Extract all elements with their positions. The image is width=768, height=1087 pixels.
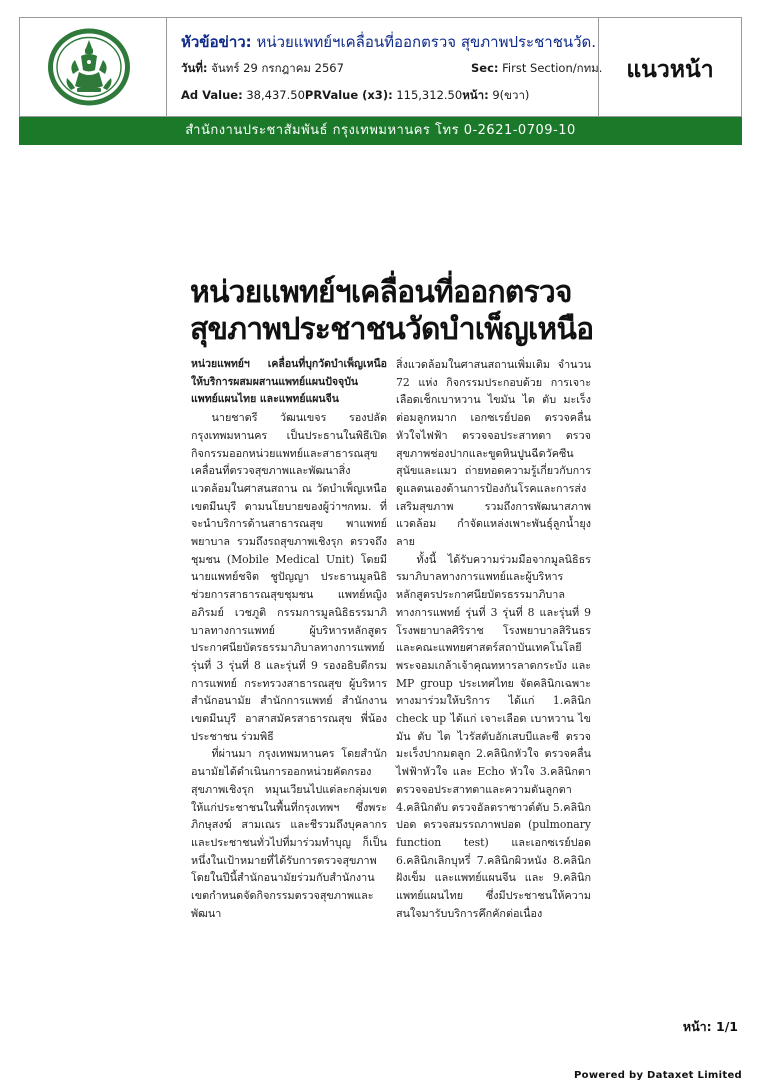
article-title bbox=[190, 274, 610, 348]
page-label: หน้า: bbox=[462, 88, 489, 102]
article-lead: หน่วยแพทย์ฯ เคลื่อนที่บุกวัดบำเพ็ญเหนือ ให้บริการผสมผสานแพทย์แผนปัจจุบัน แพทย์แผนไทย และแพทย์แผนจีน bbox=[191, 358, 387, 406]
clipping-metadata bbox=[167, 18, 617, 116]
publication-name: แนวหน้า bbox=[626, 57, 714, 83]
date-row bbox=[181, 60, 603, 78]
publication-panel bbox=[598, 18, 741, 116]
headline-text: หน่วยแพทย์ฯเคลื่อนที่ออกตรวจ สุขภาพประชาชนวัด. bbox=[256, 33, 597, 51]
article-title-line-1: หน่วยแพทย์ฯเคลื่อนที่ออกตรวจ bbox=[190, 275, 572, 310]
ad-value-label: Ad Value: bbox=[181, 88, 243, 102]
page-text: 9(ขวา) bbox=[492, 88, 530, 102]
bma-seal-logo bbox=[45, 26, 133, 108]
ad-value-text: 38,437.50 bbox=[246, 88, 305, 102]
article-paragraph: สิ่งแวดล้อมในศาสนสถานเพิ่มเติม จำนวน 72 แห่ง กิจกรรมประกอบด้วย การเจาะเลือดเช็กเบาหวาน ไขมัน ไต ตับ มะเร็งต่อมลูกหมาก เอกซเรย์ปอด ตรวจคลื่นหัวใจไฟฟ้า ตรวจจอประสาทตา ตรวจสุขภาพช่องปากและขูดหินปูนฉีดวัคซีนสุนัขและแมว ถ่ายทอดความรู้เกี่ยวกับการดูแลตนเองด้านการป้องกันโรคและการส่งเสริมสุขภาพ รวมถึงการพัฒนาสภาพแวดล้อม กำจัดแหล่งเพาะพันธุ์ลูกน้ำยุงลาย bbox=[396, 358, 591, 549]
headline-row bbox=[181, 30, 596, 54]
sec-group bbox=[471, 60, 602, 78]
date-text: จันทร์ 29 กรกฎาคม 2567 bbox=[211, 61, 344, 75]
contact-banner: สำนักงานประชาสัมพันธ์ กรุงเทพมหานคร โทร 0-2621-0709-10 bbox=[19, 117, 742, 145]
article-paragraph: นายชาตรี วัฒนเขจร รองปลัดกรุงเทพมหานคร เป็นประธานในพิธีเปิดกิจกรรมออกหน่วยแพทย์และสาธารณสุขเคลื่อนที่ตรวจสุขภาพและพัฒนาสิ่งแวดล้อมในศาสนสถาน ณ วัดบำเพ็ญเหนือ เขตมีนบุรี ตามนโยบายของผู้ว่าฯกทม. ที่จะนำบริการด้านสาธารณสุข พาแพทย์ พยาบาล รวมถึงรถสุขภาพเชิงรุก ตรวจถึงชุมชน (Mobile Medical Unit) โดยมีนายแพทย์ชจิต ชูปัญญา ประธานมูลนิธิช่วยการสาธารณสุขชุมชน แพทย์หญิงอภิรมย์ เวชภูติ กรรมการมูลนิธิธรรมาภิบาลทางการแพทย์ ผู้บริหารหลักสูตรประกาศนียบัตรธรรมาภิบาลทางการแพทย์ รุ่นที่ 3 รุ่นที่ 8 และรุ่นที่ 9 รองอธิบดีกรมการแพทย์ กระทรวงสาธารณสุข ผู้บริหารสำนักอนามัย สำนักการแพทย์ สำนักงานเขตมีนบุรี อาสาสมัครสาธารณสุข พี่น้องประชาชน ร่วมพิธี bbox=[191, 411, 387, 743]
logo-panel bbox=[20, 18, 167, 116]
article-title-line-2: สุขภาพประชาชนวัดบำเพ็ญเหนือ bbox=[190, 312, 594, 347]
powered-by-credit: Powered by Dataxet Limited bbox=[574, 1070, 742, 1081]
value-row bbox=[181, 87, 529, 105]
headline-label: หัวข้อข่าว: bbox=[181, 33, 252, 51]
sec-label: Sec: bbox=[471, 61, 499, 75]
article-column-right bbox=[396, 356, 591, 923]
pr-value-label: PRValue (x3): bbox=[304, 88, 393, 102]
article-column-left bbox=[191, 356, 387, 923]
clipping-header bbox=[19, 17, 742, 117]
pr-value-text: 115,312.50 bbox=[396, 88, 463, 102]
date-label: วันที่: bbox=[181, 61, 208, 75]
sec-text: First Section/กทม. bbox=[502, 61, 603, 75]
page-indicator: หน้า: 1/1 bbox=[682, 1019, 738, 1034]
article-paragraph: ที่ผ่านมา กรุงเทพมหานคร โดยสำนักอนามัยได้ดำเนินการออกหน่วยคัดกรองสุขภาพเชิงรุก หมุนเวียนไปแต่ละกลุ่มเขต ให้แก่ประชาชนในพื้นที่กรุงเทพฯ ซึ่งพระภิกษุสงฆ์ สามเณร และชีรวมถึงบุคลากรและประชาชนทั่วไปที่มาร่วมทำบุญ ก็เป็นหนึ่งในเป้าหมายที่ได้รับการตรวจสุขภาพ โดยในปีนี้สำนักอนามัยร่วมกับสำนักงานเขตกำหนดจัดกิจกรรมตรวจสุขภาพและพัฒนา bbox=[191, 747, 387, 920]
article-paragraph: ทั้งนี้ ได้รับความร่วมมือจากมูลนิธิธรรมาภิบาลทางการแพทย์และผู้บริหารหลักสูตรประกาศนียบัตรธรรมาภิบาลทางการแพทย์ รุ่นที่ 3 รุ่นที่ 8 และรุ่นที่ 9 โรงพยาบาลศิริราช โรงพยาบาลสิรินธร และคณะแพทยศาสตร์สถาบันเทคโนโลยีพระจอมเกล้าเจ้าคุณทหารลาดกระบัง และ MP group ประเทศไทย จัดคลินิกเฉพาะทางมาร่วมให้บริการ ได้แก่ 1.คลินิก check up ได้แก่ เจาะเลือด เบาหวาน ไขมัน ตับ ไต ไวรัสตับอักเสบบีและซี ตรวจมะเร็งปากมดลูก 2.คลินิกหัวใจ ตรวจคลื่นไฟฟ้าหัวใจ และ Echo หัวใจ 3.คลินิกตา ตรวจจอประสาทตาและความดันลูกตา 4.คลินิกตับ ตรวจอัลตราซาวด์ตับ 5.คลินิกปอด ตรวจสมรรถภาพปอด (pulmonary function test) และเอกซเรย์ปอด 6.คลินิกเลิกบุหรี่ 7.คลินิกผิวหนัง 8.คลินิกฝังเข็ม และแพทย์แผนจีน และ 9.คลินิกแพทย์แผนไทย ซึ่งมีประชาชนให้ความสนใจมารับบริการคึกคักต่อเนื่อง bbox=[396, 552, 591, 920]
